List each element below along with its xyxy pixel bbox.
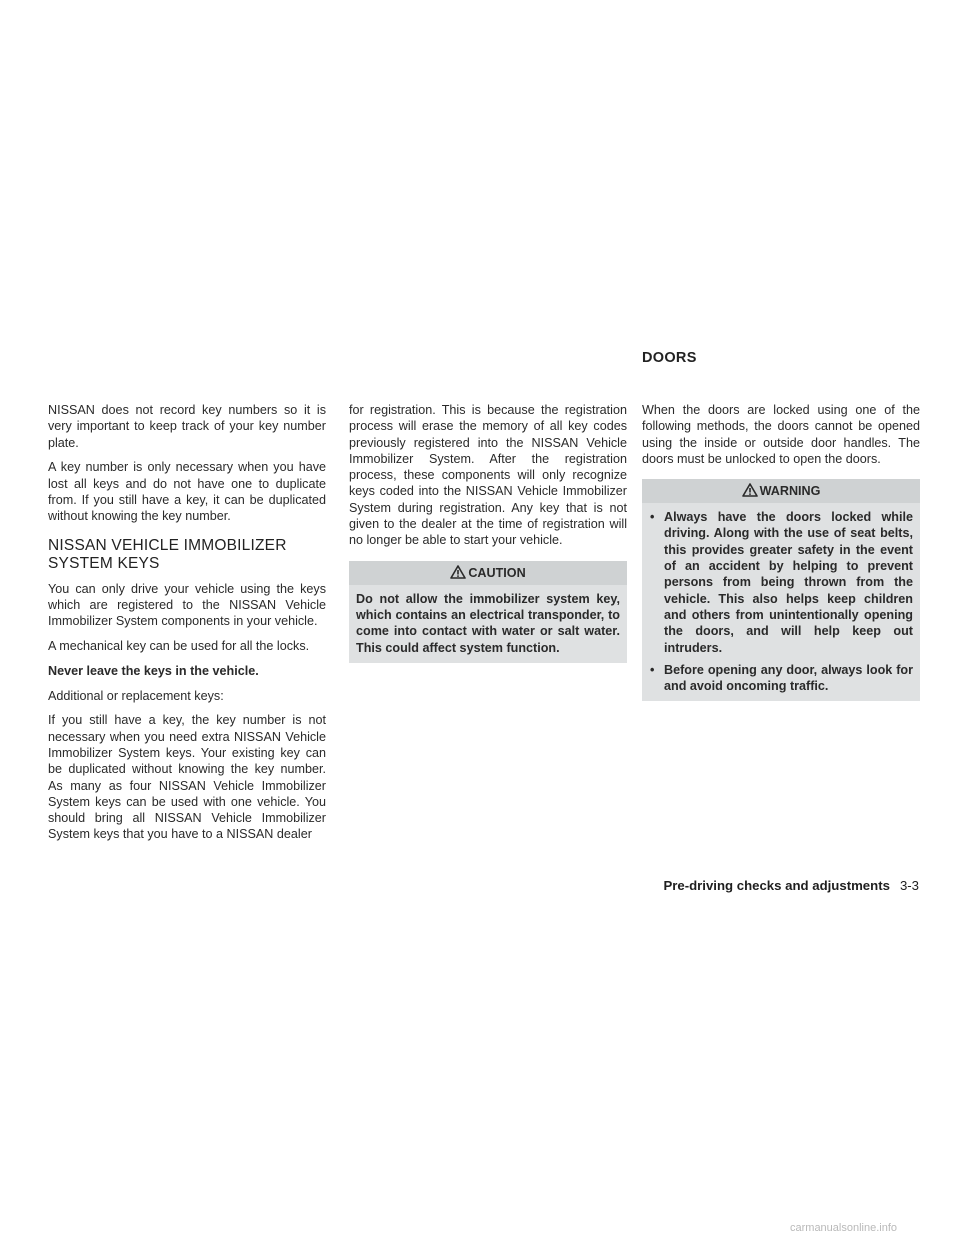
footer-section-title: Pre-driving checks and adjustments xyxy=(663,878,890,893)
doors-heading: DOORS xyxy=(642,350,697,366)
never-leave-keys-note: Never leave the keys in the vehicle. xyxy=(48,663,259,678)
page-number: 3-3 xyxy=(899,878,919,893)
key-number-paragraph: NISSAN does not record key numbers so it is very important to keep track of your key number plate. xyxy=(48,403,326,450)
immobilizer-intro-paragraph: You can only drive your vehicle using the keys which are registered to the NISSAN Vehicle Immobilizer System components in your vehicle. xyxy=(48,581,326,629)
caution-title: CAUTION xyxy=(468,565,526,580)
warning-header xyxy=(642,479,920,503)
caution-text: Do not allow the immobilizer system key, which contains an electrical transponder, to come into contact with water or salt water. This could affect system function. xyxy=(356,591,620,655)
warning-body xyxy=(642,503,920,701)
page-footer xyxy=(663,878,919,893)
warning-item-text: Always have the doors locked while driving. Along with the use of seat belts, this provides greater safety in the event of an accident by helping to prevent persons from being thrown from the vehicle. This also helps keep children and others from unintentionally opening the doors, and will help keep out intruders. xyxy=(664,510,913,655)
column-left xyxy=(48,402,326,851)
bullet-marker: • xyxy=(650,662,655,677)
column-middle xyxy=(349,402,627,663)
registration-paragraph: for registration. This is because the registration process will erase the memory of all key codes previously registered into the NISSAN Vehicle Immobilizer System. After the registration process, these components will only recognize keys coded into the NISSAN Vehicle Immobilizer System during registration. Any key that is not given to the dealer at the time of registration will no longer be able to start your vehicle. xyxy=(349,403,627,548)
warning-item xyxy=(649,509,913,656)
warning-triangle-icon xyxy=(742,483,758,497)
immobilizer-keys-heading: NISSAN VEHICLE IMMOBILIZER SYSTEM KEYS xyxy=(48,536,287,572)
doors-locked-paragraph: When the doors are locked using one of the following methods, the doors cannot be opened using the inside or outside door handles. The doors must be unlocked to open the doors. xyxy=(642,403,920,466)
bullet-marker: • xyxy=(650,510,655,525)
additional-keys-paragraph: If you still have a key, the key number is not necessary when you need extra NISSAN Vehicle Immobilizer System keys. Your existing key can be duplicated without knowing the key number. As many as four NISSAN Vehicle Immobilizer System keys can be used with one vehicle. You should bring all NISSAN Vehicle Immobilizer System keys that you have to a NISSAN dealer xyxy=(48,713,326,842)
warning-box xyxy=(642,479,920,701)
warning-triangle-icon xyxy=(450,565,466,579)
site-watermark: carmanualsonline.info xyxy=(790,1222,898,1234)
caution-box xyxy=(349,561,627,663)
column-right xyxy=(642,402,920,701)
mechanical-key-paragraph: A mechanical key can be used for all the locks. xyxy=(48,638,310,653)
warning-item-text: Before opening any door, always look for and avoid oncoming traffic. xyxy=(664,662,913,694)
warning-title: WARNING xyxy=(759,484,821,499)
key-number-necessity-paragraph: A key number is only necessary when you have lost all keys and do not have one to duplicate from. If you still have a key, it can be duplicated without knowing the key number. xyxy=(48,460,326,524)
additional-keys-label: Additional or replacement keys: xyxy=(48,688,224,703)
caution-header xyxy=(349,561,627,585)
warning-item xyxy=(649,662,913,695)
